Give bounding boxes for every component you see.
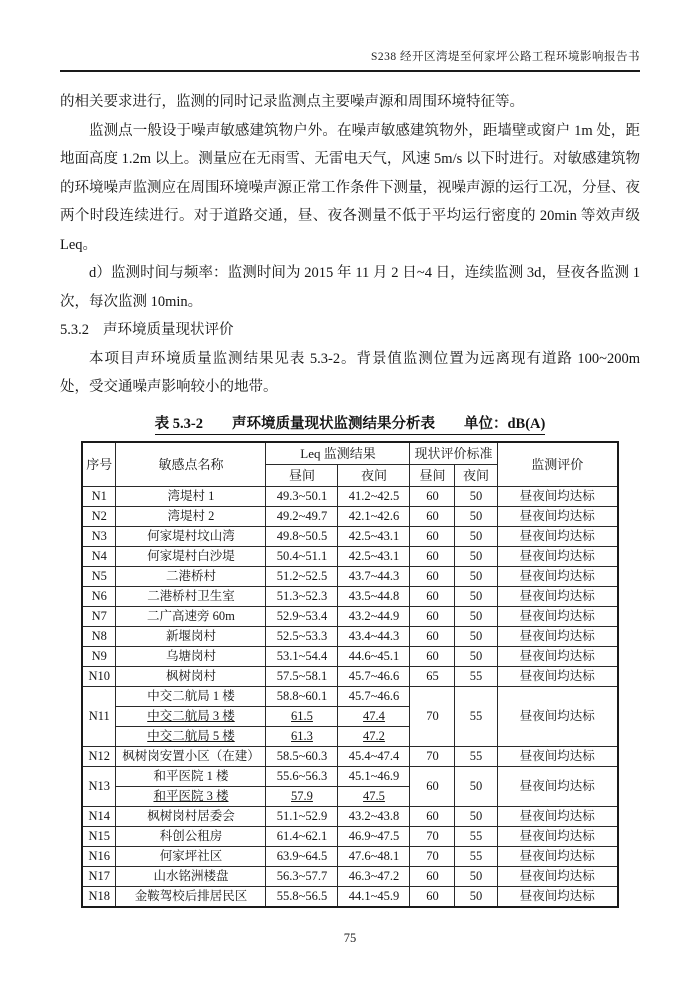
noise-table-body	[82, 486, 618, 907]
table-cell-std-night: 50	[455, 626, 497, 646]
table-cell-leq-night: 42.5~43.1	[338, 546, 410, 566]
table-cell-index: N13	[82, 766, 116, 806]
table-cell-name: 二港桥村	[116, 566, 266, 586]
table-row	[82, 746, 618, 766]
column-header-index: 序号	[82, 442, 116, 487]
table-cell-leq-day: 52.5~53.3	[266, 626, 338, 646]
table-cell-leq-night: 47.6~48.1	[338, 846, 410, 866]
table-cell-std-night: 50	[455, 546, 497, 566]
table-cell-name: 和平医院 3 楼	[116, 786, 266, 806]
table-cell-std-night: 50	[455, 646, 497, 666]
table-cell-leq-night: 45.1~46.9	[338, 766, 410, 786]
table-cell-name: 二广高速旁 60m	[116, 606, 266, 626]
table-cell-index: N10	[82, 666, 116, 686]
table-cell-index: N2	[82, 506, 116, 526]
table-cell-std-day: 60	[410, 586, 455, 606]
table-cell-evaluation: 昼夜间均达标	[497, 586, 618, 606]
table-cell-leq-day: 57.9	[266, 786, 338, 806]
table-row	[82, 826, 618, 846]
paragraph: d）监测时间与频率：监测时间为 2015 年 11 月 2 日~4 日，连续监测 3d，昼夜各监测 1 次，每次监测 10min。	[60, 265, 640, 310]
table-cell-leq-day: 51.2~52.5	[266, 566, 338, 586]
table-cell-leq-day: 61.5	[266, 706, 338, 726]
table-cell-index: N6	[82, 586, 116, 606]
table-row	[82, 886, 618, 907]
table-row	[82, 686, 618, 706]
table-row	[82, 526, 618, 546]
table-cell-std-night: 50	[455, 506, 497, 526]
table-cell-evaluation: 昼夜间均达标	[497, 486, 618, 506]
table-cell-std-day: 60	[410, 866, 455, 886]
table-cell-leq-night: 43.5~44.8	[338, 586, 410, 606]
table-cell-index: N17	[82, 866, 116, 886]
running-head	[60, 0, 640, 72]
table-cell-std-day: 70	[410, 826, 455, 846]
table-cell-leq-day: 51.3~52.3	[266, 586, 338, 606]
column-header-std-night: 夜间	[455, 464, 497, 486]
table-cell-std-day: 60	[410, 526, 455, 546]
table-cell-leq-night: 43.2~43.8	[338, 806, 410, 826]
table-cell-leq-night: 45.7~46.6	[338, 686, 410, 706]
table-cell-name: 山水铭洲楼盘	[116, 866, 266, 886]
table-cell-evaluation: 昼夜间均达标	[497, 806, 618, 826]
table-cell-leq-day: 49.8~50.5	[266, 526, 338, 546]
paragraph: 监测点一般设于噪声敏感建筑物户外。在噪声敏感建筑物外，距墙壁或窗户 1m 处，距地面高度 1.2m 以上。测量应在无雨雪、无雷电天气，风速 5m/s 以下时进行。对敏感建筑物的环境噪声监测应在周围环境噪声源正常工作条件下测量，视噪声源的运行工况，分昼、夜两个时段连续进行。对于道路交通，昼、夜各测量不低于平均运行密度的 20min 等效声级 Leq。	[60, 122, 640, 253]
table-cell-leq-day: 57.5~58.1	[266, 666, 338, 686]
table-cell-evaluation: 昼夜间均达标	[497, 506, 618, 526]
table-cell-leq-night: 45.4~47.4	[338, 746, 410, 766]
column-header-leq-night: 夜间	[338, 464, 410, 486]
table-cell-name: 二港桥村卫生室	[116, 586, 266, 606]
table-cell-std-night: 50	[455, 586, 497, 606]
table-cell-std-day: 60	[410, 806, 455, 826]
table-cell-std-day: 65	[410, 666, 455, 686]
table-cell-index: N1	[82, 486, 116, 506]
table-cell-std-day: 70	[410, 686, 455, 746]
table-cell-std-night: 50	[455, 526, 497, 546]
table-cell-name: 和平医院 1 楼	[116, 766, 266, 786]
table-cell-leq-night: 46.9~47.5	[338, 826, 410, 846]
table-row	[82, 806, 618, 826]
table-row	[82, 566, 618, 586]
column-header-leq-group: Leq 监测结果	[266, 442, 410, 465]
table-cell-index: N11	[82, 686, 116, 746]
table-cell-std-night: 50	[455, 566, 497, 586]
table-cell-name: 湾堤村 2	[116, 506, 266, 526]
table-cell-leq-night: 43.4~44.3	[338, 626, 410, 646]
table-cell-std-night: 50	[455, 486, 497, 506]
table-cell-std-night: 55	[455, 666, 497, 686]
table-cell-leq-day: 55.8~56.5	[266, 886, 338, 907]
table-cell-name: 中交二航局 5 楼	[116, 726, 266, 746]
table-cell-leq-night: 46.3~47.2	[338, 866, 410, 886]
table-cell-std-night: 55	[455, 826, 497, 846]
table-cell-leq-night: 44.1~45.9	[338, 886, 410, 907]
table-cell-index: N9	[82, 646, 116, 666]
table-cell-index: N15	[82, 826, 116, 846]
table-cell-std-night: 50	[455, 886, 497, 907]
table-row	[82, 666, 618, 686]
table-cell-std-night: 55	[455, 846, 497, 866]
page-number: 75	[343, 931, 357, 945]
table-cell-name: 新堰岗村	[116, 626, 266, 646]
table-row	[82, 766, 618, 786]
table-cell-evaluation: 昼夜间均达标	[497, 666, 618, 686]
running-head-rule	[60, 70, 640, 72]
table-row	[82, 506, 618, 526]
table-cell-evaluation: 昼夜间均达标	[497, 626, 618, 646]
table-cell-std-night: 50	[455, 866, 497, 886]
table-cell-leq-day: 58.8~60.1	[266, 686, 338, 706]
noise-monitoring-table	[81, 441, 619, 908]
table-cell-index: N16	[82, 846, 116, 866]
page-footer	[0, 931, 700, 946]
table-cell-index: N4	[82, 546, 116, 566]
table-cell-std-day: 60	[410, 606, 455, 626]
table-cell-std-day: 70	[410, 746, 455, 766]
table-cell-leq-day: 50.4~51.1	[266, 546, 338, 566]
table-cell-leq-night: 47.4	[338, 706, 410, 726]
table-cell-leq-day: 61.3	[266, 726, 338, 746]
body-text	[60, 88, 640, 402]
table-cell-name: 枫树岗安置小区（在建）	[116, 746, 266, 766]
table-cell-name: 金鞍驾校后排居民区	[116, 886, 266, 907]
table-cell-evaluation: 昼夜间均达标	[497, 646, 618, 666]
table-cell-leq-night: 44.6~45.1	[338, 646, 410, 666]
table-cell-std-night: 50	[455, 806, 497, 826]
table-cell-name: 枫树岗村居委会	[116, 806, 266, 826]
table-row	[82, 846, 618, 866]
table-cell-leq-day: 61.4~62.1	[266, 826, 338, 846]
table-cell-leq-day: 49.3~50.1	[266, 486, 338, 506]
table-cell-name: 科创公租房	[116, 826, 266, 846]
table-cell-std-night: 50	[455, 766, 497, 806]
table-row	[82, 646, 618, 666]
table-cell-std-day: 60	[410, 886, 455, 907]
table-header	[82, 442, 618, 487]
column-header-evaluation: 监测评价	[497, 442, 618, 487]
table-cell-evaluation: 昼夜间均达标	[497, 566, 618, 586]
column-header-std-day: 昼间	[410, 464, 455, 486]
table-cell-evaluation: 昼夜间均达标	[497, 686, 618, 746]
table-cell-leq-day: 52.9~53.4	[266, 606, 338, 626]
table-cell-std-night: 55	[455, 746, 497, 766]
table-cell-leq-night: 41.2~42.5	[338, 486, 410, 506]
table-cell-name: 何家堤村坟山湾	[116, 526, 266, 546]
table-cell-std-day: 70	[410, 846, 455, 866]
table-cell-leq-day: 63.9~64.5	[266, 846, 338, 866]
paragraph: 的相关要求进行，监测的同时记录监测点主要噪声源和周围环境特征等。	[60, 94, 524, 110]
table-cell-std-night: 50	[455, 606, 497, 626]
table-cell-leq-night: 43.2~44.9	[338, 606, 410, 626]
table-cell-leq-day: 53.1~54.4	[266, 646, 338, 666]
table-cell-name: 何家坪社区	[116, 846, 266, 866]
paragraph: 本项目声环境质量监测结果见表 5.3-2。背景值监测位置为远离现有道路 100~200m 处，受交通噪声影响较小的地带。	[60, 350, 640, 395]
table-cell-index: N3	[82, 526, 116, 546]
table-cell-std-day: 60	[410, 766, 455, 806]
column-header-name: 敏感点名称	[116, 442, 266, 487]
table-cell-evaluation: 昼夜间均达标	[497, 526, 618, 546]
table-cell-index: N7	[82, 606, 116, 626]
table-cell-name: 中交二航局 3 楼	[116, 706, 266, 726]
table-cell-index: N18	[82, 886, 116, 907]
table-title	[60, 412, 640, 433]
table-cell-evaluation: 昼夜间均达标	[497, 846, 618, 866]
table-cell-index: N8	[82, 626, 116, 646]
table-cell-index: N5	[82, 566, 116, 586]
table-cell-name: 中交二航局 1 楼	[116, 686, 266, 706]
table-cell-leq-day: 55.6~56.3	[266, 766, 338, 786]
table-cell-evaluation: 昼夜间均达标	[497, 766, 618, 806]
table-header-row	[82, 442, 618, 465]
table-cell-leq-night: 45.7~46.6	[338, 666, 410, 686]
section-heading	[60, 316, 640, 345]
table-row	[82, 486, 618, 506]
table-cell-index: N12	[82, 746, 116, 766]
table-row	[82, 606, 618, 626]
table-row	[82, 586, 618, 606]
table-cell-leq-day: 49.2~49.7	[266, 506, 338, 526]
table-row	[82, 546, 618, 566]
table-cell-name: 枫树岗村	[116, 666, 266, 686]
column-header-leq-day: 昼间	[266, 464, 338, 486]
table-row	[82, 866, 618, 886]
table-cell-leq-night: 43.7~44.3	[338, 566, 410, 586]
table-title-text: 表 5.3-2 声环境质量现状监测结果分析表 单位：dB(A)	[155, 416, 546, 435]
table-cell-leq-day: 51.1~52.9	[266, 806, 338, 826]
table-cell-leq-night: 42.5~43.1	[338, 526, 410, 546]
table-cell-name: 何家堤村白沙堤	[116, 546, 266, 566]
section-number: 5.3.2	[60, 322, 89, 338]
table-cell-evaluation: 昼夜间均达标	[497, 546, 618, 566]
table-cell-name: 湾堤村 1	[116, 486, 266, 506]
table-cell-std-day: 60	[410, 506, 455, 526]
table-cell-evaluation: 昼夜间均达标	[497, 886, 618, 907]
table-cell-leq-night: 47.5	[338, 786, 410, 806]
table-cell-std-day: 60	[410, 646, 455, 666]
table-row	[82, 626, 618, 646]
running-head-title: S238 经开区湾堤至何家坪公路工程环境影响报告书	[370, 51, 640, 63]
table-cell-leq-day: 56.3~57.7	[266, 866, 338, 886]
table-cell-evaluation: 昼夜间均达标	[497, 606, 618, 626]
table-cell-std-day: 60	[410, 626, 455, 646]
table-cell-std-day: 60	[410, 486, 455, 506]
table-cell-evaluation: 昼夜间均达标	[497, 746, 618, 766]
table-cell-std-day: 60	[410, 546, 455, 566]
table-cell-leq-day: 58.5~60.3	[266, 746, 338, 766]
table-cell-evaluation: 昼夜间均达标	[497, 866, 618, 886]
table-cell-evaluation: 昼夜间均达标	[497, 826, 618, 846]
table-cell-std-day: 60	[410, 566, 455, 586]
table-cell-leq-night: 47.2	[338, 726, 410, 746]
table-cell-leq-night: 42.1~42.6	[338, 506, 410, 526]
table-cell-name: 乌塘岗村	[116, 646, 266, 666]
table-cell-index: N14	[82, 806, 116, 826]
table-cell-std-night: 55	[455, 686, 497, 746]
column-header-std-group: 现状评价标准	[410, 442, 497, 465]
section-title: 声环境质量现状评价	[103, 322, 234, 338]
